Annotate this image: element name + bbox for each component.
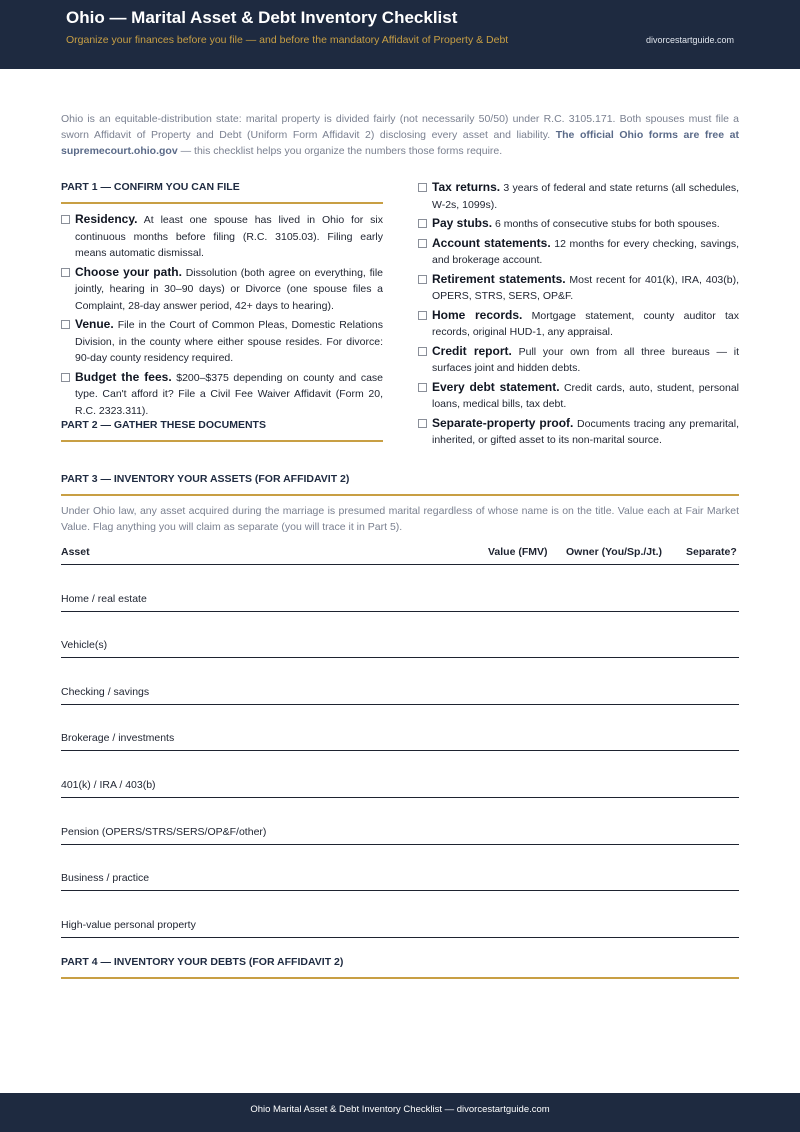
checklist-item-credit-report [418, 343, 739, 377]
item-title: Venue. [75, 317, 114, 331]
item-title: Every debt statement. [432, 379, 560, 394]
checkbox-icon[interactable] [418, 419, 427, 428]
asset-row-line[interactable] [61, 750, 739, 751]
item-text: 6 months of consecutive stubs for both spouses. [494, 218, 720, 230]
checkbox-icon[interactable] [61, 215, 70, 224]
checkbox-icon[interactable] [418, 275, 427, 284]
asset-row-label: 401(k) / IRA / 403(b) [61, 779, 156, 791]
item-text: Credit cards, auto, student, personal loans, medical bills, tax debt. [432, 381, 739, 410]
asset-row-label: Pension (OPERS/STRS/SERS/OP&F/other) [61, 826, 267, 838]
column-header-separate: Separate? [686, 546, 737, 558]
asset-row-line[interactable] [61, 937, 739, 938]
item-title: Residency. [75, 212, 138, 226]
page-title: Ohio — Marital Asset & Debt Inventory Checklist [66, 8, 458, 27]
item-title: Account statements. [432, 235, 551, 250]
asset-row-line[interactable] [61, 890, 739, 891]
checkbox-icon[interactable] [418, 311, 427, 320]
table-header-rule [61, 564, 739, 565]
checklist-item-pay-stubs [418, 215, 739, 233]
item-text: Dissolution (both agree on everything, file jointly, hearing in 30–90 days) or Divorce (one spouse files a Complaint, 28-day answer period, 42+ days to hearing). [75, 266, 383, 312]
column-header-value: Value (FMV) [488, 546, 548, 558]
asset-row-line[interactable] [61, 704, 739, 705]
asset-row-label: High-value personal property [61, 919, 196, 931]
checklist-item-debt-statement [418, 379, 739, 413]
checklist-item-budget-fees [61, 369, 383, 420]
checklist-item-retirement-statements [418, 271, 739, 305]
asset-row-label: Home / real estate [61, 593, 147, 605]
asset-row-line[interactable] [61, 611, 739, 612]
part4-heading: PART 4 — INVENTORY YOUR DEBTS (FOR AFFIDAVIT 2) [61, 956, 344, 968]
asset-row-label: Business / practice [61, 872, 150, 884]
item-title: Budget the fees. [75, 369, 172, 384]
checkbox-icon[interactable] [418, 219, 427, 228]
intro-paragraph [61, 111, 739, 159]
part3-note: Under Ohio law, any asset acquired during the marriage is presumed marital regardless of whose name is on the title. Value each at Fair Market Value. Flag anything you will claim as separate (you will trace it in Part 5). [61, 505, 739, 533]
intro-tail-text: — this checklist helps you organize the numbers those forms require. [177, 145, 503, 157]
intro-text: Ohio is an equitable-distribution state: marital property is divided fairly (not necessarily 50/50) under R.C. 3105.171. Both spouses must file a sworn Affidavit of Property and Debt (Uniform Form Affidavit 2) disclosing every asset and liability. [61, 113, 739, 141]
item-text: $200–$375 depending on county and case type. Can't afford it? File a Civil Fee Waiver Affidavit (Form 20, R.C. 2323.311). [75, 371, 383, 417]
item-text: File in the Court of Common Pleas, Domestic Relations Division, in the county where either spouse resides. For divorce: 90-day county residency required. [75, 319, 383, 364]
page-header [0, 0, 800, 69]
page-footer [0, 1093, 800, 1132]
checklist-item-venue [61, 316, 383, 367]
column-header-owner: Owner (You/Sp./Jt.) [566, 546, 663, 558]
checklist-item-residency [61, 211, 383, 262]
item-text: Mortgage statement, county auditor tax records, original HUD-1, any appraisal. [432, 309, 740, 338]
item-title: Credit report. [432, 343, 512, 358]
asset-row-label: Vehicle(s) [61, 639, 108, 651]
checkbox-icon[interactable] [61, 320, 70, 329]
item-text: 12 months for every checking, savings, and brokerage account. [432, 237, 740, 266]
checkbox-icon[interactable] [418, 383, 427, 392]
asset-row-line[interactable] [61, 797, 739, 798]
part4-rule [61, 977, 739, 979]
asset-row-label: Checking / savings [61, 686, 150, 698]
part1-heading: PART 1 — CONFIRM YOU CAN FILE [61, 181, 240, 193]
checkbox-icon[interactable] [418, 183, 427, 192]
part3-rule [61, 494, 739, 496]
checklist-item-separate-property-proof [418, 415, 739, 449]
part2-heading: PART 2 — GATHER THESE DOCUMENTS [61, 419, 266, 431]
item-title: Choose your path. [75, 264, 182, 279]
item-text: Documents tracing any premarital, inherited, or gifted asset to its non-marital source. [432, 417, 739, 446]
item-text: Pull your own from all three bureaus — it surfaces joint and hidden debts. [432, 345, 740, 374]
column-header-asset: Asset [61, 546, 90, 558]
item-title: Pay stubs. [432, 216, 493, 230]
item-title: Home records. [432, 307, 523, 322]
checkbox-icon[interactable] [61, 373, 70, 382]
item-title: Retirement statements. [432, 271, 566, 286]
part3-heading: PART 3 — INVENTORY YOUR ASSETS (FOR AFFIDAVIT 2) [61, 473, 350, 485]
asset-row-line[interactable] [61, 844, 739, 845]
item-text: 3 years of federal and state returns (all schedules, W-2s, 1099s). [432, 182, 739, 211]
footer-text: Ohio Marital Asset & Debt Inventory Checklist — divorcestartguide.com [250, 1104, 550, 1115]
checklist-item-choose-path [61, 264, 383, 315]
checkbox-icon[interactable] [61, 268, 70, 277]
item-text: Most recent for 401(k), IRA, 403(b), OPERS, STRS, SERS, OP&F. [432, 273, 739, 302]
checklist-item-home-records [418, 307, 739, 341]
item-title: Separate-property proof. [432, 415, 574, 430]
part1-checklist [61, 211, 383, 421]
part2-checklist [418, 179, 739, 451]
part2-rule [61, 440, 383, 442]
asset-row-line[interactable] [61, 657, 739, 658]
intro-bold-text: The official Ohio forms are free at supremecourt.ohio.gov [61, 129, 739, 157]
item-text: At least one spouse has lived in Ohio for six continuous months before filing (R.C. 3105.03). Filing early means automatic dismissal. [75, 214, 383, 259]
checklist-item-tax-returns [418, 179, 739, 213]
checklist-item-account-statements [418, 235, 739, 269]
site-name: divorcestartguide.com [645, 35, 734, 45]
checkbox-icon[interactable] [418, 347, 427, 356]
checkbox-icon[interactable] [418, 239, 427, 248]
item-title: Tax returns. [432, 180, 501, 194]
asset-row-label: Brokerage / investments [61, 732, 175, 744]
part1-rule [61, 202, 383, 204]
page-subtitle: Organize your finances before you file — and before the mandatory Affidavit of Property & Debt [66, 34, 509, 46]
